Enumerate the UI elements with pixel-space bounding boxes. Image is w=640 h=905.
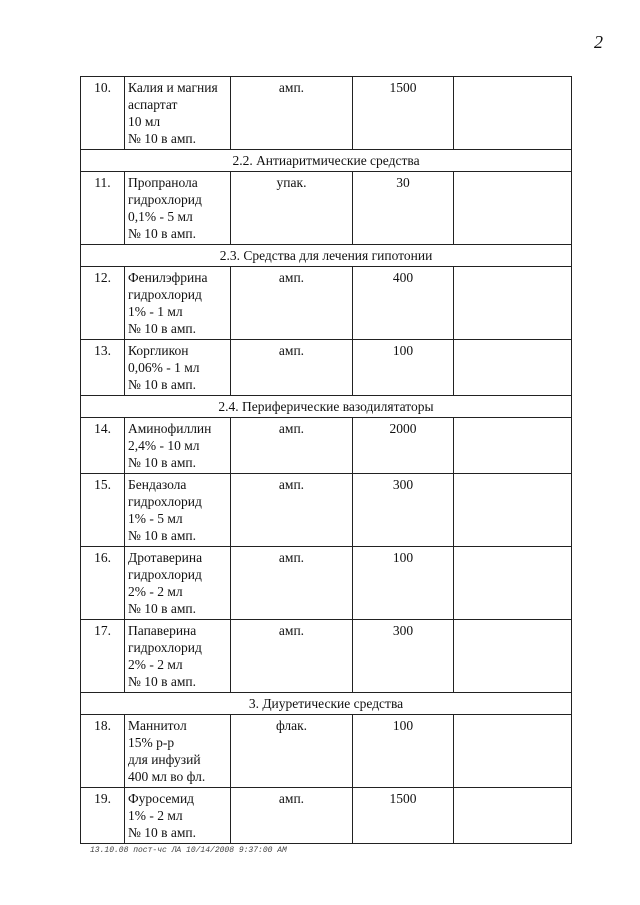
unit-cell: амп. [231,788,353,844]
row-number: 16. [81,547,125,620]
drug-name-line: 10 мл [128,114,161,129]
table-row [81,620,572,693]
drug-name-cell [125,474,231,547]
table-row [81,172,572,245]
drug-name-line: № 10 в амп. [128,601,197,616]
table-row [81,547,572,620]
drug-name-line: № 10 в амп. [128,321,197,336]
drug-name-cell [125,418,231,474]
table-row [81,340,572,396]
table-row [81,788,572,844]
drug-name-line: Коргликон [128,343,189,358]
section-title: 2.2. Антиаритмические средства [81,150,572,172]
unit-cell: амп. [231,418,353,474]
row-number: 11. [81,172,125,245]
drug-name-line: № 10 в амп. [128,825,197,840]
row-number: 19. [81,788,125,844]
medication-table [80,76,572,844]
drug-name-line: № 10 в амп. [128,528,197,543]
drug-name-cell [125,340,231,396]
drug-name-line: для инфузий [128,752,201,767]
section-header-row [81,396,572,418]
drug-name-line: Калия и магния [128,80,218,95]
row-number: 12. [81,267,125,340]
quantity-cell: 1500 [353,788,454,844]
drug-name-line: 400 мл во фл. [128,769,206,784]
empty-cell [454,788,572,844]
drug-name-line: Дротаверина [128,550,203,565]
drug-name-line: № 10 в амп. [128,455,197,470]
drug-name-line: № 10 в амп. [128,226,197,241]
quantity-cell: 100 [353,715,454,788]
quantity-cell: 400 [353,267,454,340]
row-number: 10. [81,77,125,150]
drug-name-cell [125,620,231,693]
drug-name-line: Бендазола [128,477,187,492]
empty-cell [454,172,572,245]
empty-cell [454,715,572,788]
quantity-cell: 100 [353,547,454,620]
quantity-cell: 300 [353,620,454,693]
drug-name-line: 2% - 2 мл [128,584,183,599]
table-row [81,474,572,547]
empty-cell [454,340,572,396]
empty-cell [454,418,572,474]
table-row [81,418,572,474]
drug-name-line: гидрохлорид [128,640,202,655]
section-title: 3. Диуретические средства [81,693,572,715]
footer-stamp: 13.10.08 пост-чс ЛА 10/14/2008 9:37:00 AM [90,846,287,855]
drug-name-line: гидрохлорид [128,494,202,509]
section-header-row [81,150,572,172]
unit-cell: амп. [231,547,353,620]
drug-name-line: Маннитол [128,718,187,733]
drug-name-cell [125,715,231,788]
page-number: 2 [594,32,603,52]
drug-name-line: Пропранола [128,175,198,190]
table-row [81,715,572,788]
section-title: 2.3. Средства для лечения гипотонии [81,245,572,267]
quantity-cell: 300 [353,474,454,547]
drug-name-line: Папаверина [128,623,197,638]
quantity-cell: 2000 [353,418,454,474]
drug-name-cell [125,172,231,245]
drug-name-line: аспартат [128,97,178,112]
quantity-cell: 100 [353,340,454,396]
drug-name-line: № 10 в амп. [128,674,197,689]
unit-cell: амп. [231,474,353,547]
drug-name-line: 1% - 2 мл [128,808,183,823]
drug-name-line: 0,06% - 1 мл [128,360,200,375]
unit-cell: флак. [231,715,353,788]
drug-name-line: Фуросемид [128,791,195,806]
drug-name-cell [125,788,231,844]
drug-name-cell [125,267,231,340]
row-number: 17. [81,620,125,693]
drug-name-line: Фенилэфрина [128,270,208,285]
unit-cell: амп. [231,620,353,693]
drug-name-line: 15% р-р [128,735,175,750]
empty-cell [454,77,572,150]
drug-name-line: гидрохлорид [128,287,202,302]
drug-name-line: № 10 в амп. [128,377,197,392]
drug-name-line: 1% - 1 мл [128,304,183,319]
drug-name-line: Аминофиллин [128,421,212,436]
empty-cell [454,474,572,547]
drug-name-line: 1% - 5 мл [128,511,183,526]
unit-cell: амп. [231,340,353,396]
table-row [81,77,572,150]
drug-name-line: гидрохлорид [128,567,202,582]
table-row [81,267,572,340]
empty-cell [454,620,572,693]
drug-name-line: № 10 в амп. [128,131,197,146]
drug-name-cell [125,77,231,150]
drug-name-line: гидрохлорид [128,192,202,207]
drug-name-line: 2,4% - 10 мл [128,438,200,453]
empty-cell [454,267,572,340]
section-header-row [81,245,572,267]
quantity-cell: 30 [353,172,454,245]
drug-name-line: 2% - 2 мл [128,657,183,672]
unit-cell: упак. [231,172,353,245]
unit-cell: амп. [231,77,353,150]
drug-name-line: 0,1% - 5 мл [128,209,193,224]
drug-name-cell [125,547,231,620]
row-number: 14. [81,418,125,474]
empty-cell [454,547,572,620]
section-title: 2.4. Периферические вазодилятаторы [81,396,572,418]
row-number: 18. [81,715,125,788]
quantity-cell: 1500 [353,77,454,150]
row-number: 15. [81,474,125,547]
row-number: 13. [81,340,125,396]
section-header-row [81,693,572,715]
unit-cell: амп. [231,267,353,340]
